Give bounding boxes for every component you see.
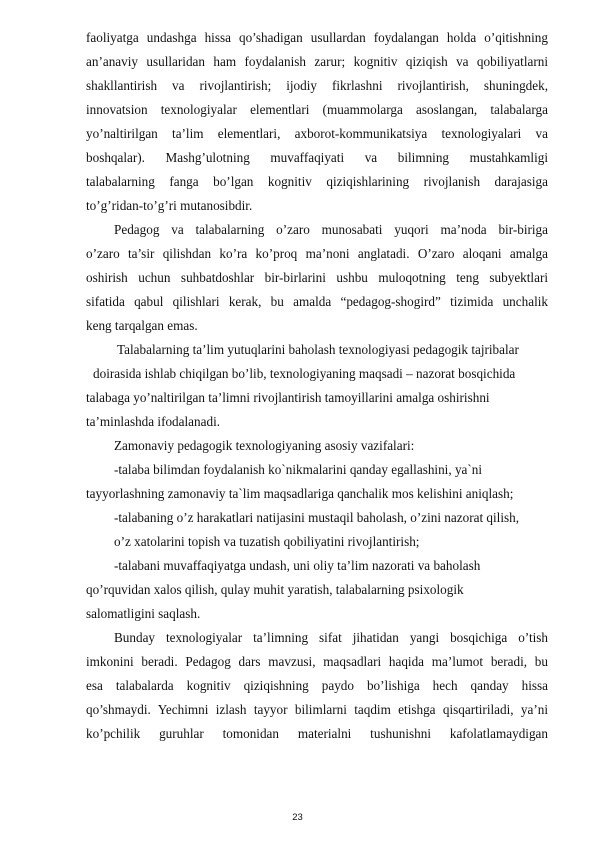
text-line: ta’minlashda ifodalanadi. — [86, 414, 221, 429]
text-line: doirasida ishlab chiqilgan bo’lib, texnologiyaning maqsadi – nazorat bosqichida — [93, 366, 516, 381]
text-line: innovatsion texnologiyalar elementlari (muammolarga asoslangan, talabalarga — [86, 102, 548, 117]
text-line: o’z xatolarini topish va tuzatish qobiliyatini rivojlantirish; — [114, 534, 420, 549]
text-line: boshqalar). Mashg’ulotning muvaffaqiyati va bilimning mustahkamligi — [86, 150, 548, 165]
text-line: salomatligini saqlash. — [86, 606, 201, 621]
text-line: an’anaviy usullaridan ham foydalanish zarur; kognitiv qiziqish va qobiliyatlarni — [86, 54, 548, 69]
text-line: -talabaning o’z harakatlari natijasini mustaqil baholash, o’zini nazorat qilish, — [114, 510, 520, 525]
text-line: qo’shmaydi. Yechimni izlash tayyor bilimlarni taqdim etishga qisqartiriladi, ya’ni — [86, 702, 548, 717]
text-line: esa talabalarda kognitiv qiziqishning paydo bo’lishiga hech qanday hissa — [86, 678, 548, 693]
text-line: talabaga yo’naltirilgan ta’limni rivojlantirish tamoyillarini amalga oshirishni — [86, 390, 490, 405]
text-line: sifatida qabul qilishlari kerak, bu amalda “pedagog-shogird” tizimida unchalik — [86, 294, 548, 309]
text-line: shakllantirish va rivojlantirish; ijodiy fikrlashni rivojlantirish, shuningdek, — [86, 78, 548, 93]
text-line: keng tarqalgan emas. — [86, 318, 198, 333]
text-line: -talaba bilimdan foydalanish ko`nikmalarini qanday egallashini, ya`ni — [114, 462, 483, 477]
page-number: 23 — [292, 812, 303, 823]
text-line: faoliyatga undashga hissa qo’shadigan usullardan foydalangan holda o’qitishning — [86, 30, 548, 45]
text-line: talabalarning fanga bo’lgan kognitiv qiziqishlarining rivojlanish darajasiga — [86, 174, 548, 189]
text-line: Talabalarning ta’lim yutuqlarini baholash texnologiyasi pedagogik tajribalar — [117, 342, 519, 357]
text-line: yo’naltirilgan ta’lim elementlari, axborot-kommunikatsiya texnologiyalari va — [86, 126, 548, 141]
text-line: qo’rquvidan xalos qilish, qulay muhit yaratish, talabalarning psixologik — [86, 582, 464, 597]
text-line: tayyorlashning zamonaviy ta`lim maqsadlariga qanchalik mos kelishini aniqlash; — [86, 486, 514, 501]
text-line: ko’pchilik guruhlar tomonidan materialni tushunishni kafolatlamaydigan — [86, 726, 548, 741]
text-line: oshirish uchun suhbatdoshlar bir-birlarini ushbu muloqotning teng subyektlari — [86, 270, 548, 285]
text-line: to’g’ridan-to’g’ri mutanosibdir. — [86, 198, 253, 213]
text-line: Bunday texnologiyalar ta’limning sifat jihatidan yangi bosqichiga o’tish — [114, 630, 548, 645]
text-line: -talabani muvaffaqiyatga undash, uni oliy ta’lim nazorati va baholash — [114, 558, 481, 573]
text-line: Pedagog va talabalarning o’zaro munosabati yuqori ma’noda bir-biriga — [114, 222, 548, 237]
text-line: Zamonaviy pedagogik texnologiyaning asosiy vazifalari: — [114, 438, 415, 453]
text-line: o’zaro ta’sir qilishdan ko’ra ko’proq ma’noni anglatadi. O’zaro aloqani amalga — [86, 246, 548, 261]
text-line: imkonini beradi. Pedagog dars mavzusi, maqsadlari haqida ma’lumot beradi, bu — [86, 654, 548, 669]
